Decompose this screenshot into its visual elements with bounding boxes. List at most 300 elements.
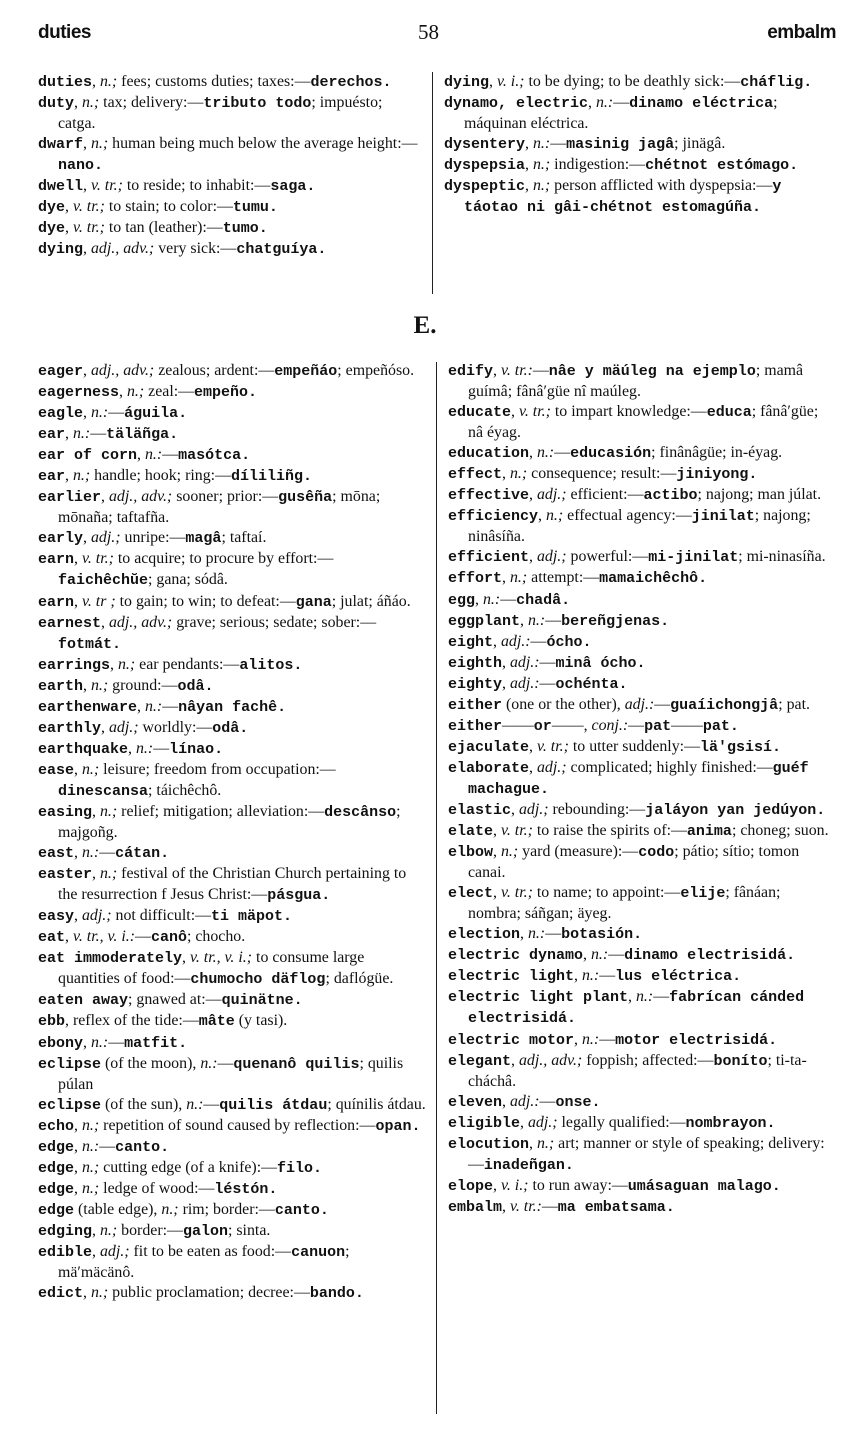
entry-term: dwarf: [38, 136, 84, 154]
entry-term: ebony: [38, 1034, 84, 1052]
dictionary-entry: [448, 632, 831, 653]
entry-term: alitos.: [239, 656, 303, 674]
dictionary-entry: [448, 1134, 831, 1176]
entry-text: —: [545, 925, 562, 943]
entry-text: ,: [101, 613, 109, 631]
entry-term: pat: [644, 717, 672, 735]
part-of-speech: v. tr.;: [500, 822, 533, 840]
right-guideword: embalm: [767, 22, 836, 43]
entry-text: —: [108, 404, 125, 422]
entry-term: ebb: [38, 1013, 66, 1031]
dictionary-entry: [38, 592, 426, 613]
entry-text: ,: [74, 550, 82, 568]
part-of-speech: v. i.;: [500, 1176, 529, 1194]
entry-text: ; quínilis átdau.: [327, 1095, 426, 1113]
entry-text: —: [108, 1033, 125, 1051]
entry-term: nombrayon.: [685, 1114, 776, 1132]
entry-text: ; finânâgüe; in-éyag.: [651, 444, 783, 462]
entry-term: canto.: [115, 1138, 170, 1156]
dictionary-entry: [38, 760, 426, 802]
entry-text: —: [530, 632, 547, 650]
entry-term: dynamo, electric: [444, 95, 589, 113]
part-of-speech: n.:: [144, 697, 163, 715]
entry-text: to gain; to win; to defeat:—: [115, 592, 296, 610]
entry-text: ——: [671, 716, 703, 734]
entry-text: ,: [137, 446, 145, 464]
entry-text: ,: [529, 1134, 537, 1152]
entry-term: saga.: [270, 178, 316, 196]
entry-term: electric dynamo: [448, 947, 584, 965]
dictionary-entry: [38, 990, 426, 1011]
part-of-speech: n.:: [590, 946, 609, 964]
entry-text: ,: [92, 1221, 100, 1239]
entry-term: ease: [38, 761, 75, 779]
dictionary-entry: [38, 487, 426, 528]
entry-term: pásgua.: [267, 887, 331, 905]
entry-text: —: [500, 590, 517, 608]
dictionary-entry: [38, 718, 426, 739]
entry-term: elastic: [448, 801, 512, 819]
entry-text: —: [217, 1054, 234, 1072]
entry-text: ,: [83, 1033, 91, 1051]
entry-text: zeal:—: [144, 383, 195, 401]
entry-text: powerful:—: [566, 548, 649, 566]
entry-text: to name; to appoint:—: [532, 884, 681, 902]
entry-term: edify: [448, 363, 494, 380]
dictionary-entry: [38, 197, 422, 218]
entry-term: nâyan fachê.: [178, 698, 287, 716]
entry-term: elope: [448, 1177, 494, 1195]
entry-term: election: [448, 926, 521, 944]
part-of-speech: n.:: [81, 844, 100, 862]
entry-text: ,: [520, 611, 528, 629]
dictionary-entry: [38, 445, 426, 466]
entry-term: ear of corn: [38, 447, 138, 465]
entry-term: ócho.: [546, 633, 592, 651]
entry-term: faichêchŭe: [58, 572, 149, 590]
part-of-speech: adj., adv.;: [90, 240, 155, 258]
entry-term: dinescansa: [58, 782, 149, 800]
entry-text: ,: [74, 907, 82, 925]
part-of-speech: n.:: [135, 739, 154, 757]
part-of-speech: n.;: [532, 177, 551, 195]
entry-text: ,: [74, 1179, 82, 1197]
entry-term: edging: [38, 1222, 93, 1240]
entry-text: —: [550, 135, 567, 153]
entry-text: —: [162, 446, 179, 464]
part-of-speech: n.:: [72, 425, 91, 443]
part-of-speech: adj., adv.;: [108, 613, 173, 631]
dictionary-entry: [38, 697, 426, 718]
entry-text: ,: [128, 739, 136, 757]
part-of-speech: n.;: [90, 1284, 109, 1302]
entry-term: bereñgjenas.: [561, 612, 670, 630]
bottom-column-rule: [436, 362, 437, 1414]
entry-text: ; jinägâ.: [674, 135, 726, 153]
entry-text: to stain; to color:—: [104, 198, 233, 216]
part-of-speech: n.:: [81, 1137, 100, 1155]
page-number: 58: [418, 20, 439, 44]
entry-term: echo: [38, 1117, 75, 1135]
part-of-speech: n.;: [500, 843, 519, 861]
entry-term: anima: [686, 823, 732, 841]
entry-text: leisure; freedom from occupation:—: [99, 760, 336, 778]
entry-text: worldly:—: [138, 718, 213, 736]
dictionary-entry: [38, 403, 426, 424]
dictionary-entry: [448, 737, 831, 758]
part-of-speech: v. tr., v. i.;: [189, 949, 253, 967]
entry-text: to tan (leather):—: [104, 219, 223, 237]
dictionary-entry: [38, 1054, 426, 1095]
page-header: [38, 14, 836, 44]
entry-text: grave; serious; sedate; sober:—: [172, 613, 377, 631]
entry-term: dyspeptic: [444, 178, 526, 196]
entry-term: egg: [448, 591, 476, 609]
entry-term: effective: [448, 487, 530, 505]
dictionary-entry: [448, 506, 831, 547]
entry-text: ,: [502, 465, 510, 483]
entry-text: to impart knowledge:—: [550, 403, 707, 421]
entry-text: ; chocho.: [186, 928, 246, 946]
dictionary-entry: [38, 549, 426, 591]
dictionary-entry: [448, 1051, 831, 1092]
entry-text: relief; mitigation; alleviation:—: [117, 802, 325, 820]
entry-text: to acquire; to procure by effort:—: [113, 550, 334, 568]
entry-term: eaten away: [38, 992, 129, 1010]
entry-term: elate: [448, 823, 494, 841]
dictionary-entry: [448, 611, 831, 632]
dictionary-entry: [448, 1092, 831, 1113]
entry-text: border:—: [117, 1221, 183, 1239]
entry-term: or: [533, 717, 552, 735]
entry-term: canô: [150, 929, 187, 947]
part-of-speech: n.;: [81, 1179, 100, 1197]
entry-text: ; mi-ninasíña.: [738, 548, 826, 566]
entry-text: ; fânáan; nombra; sáñgan; äyeg.: [468, 884, 781, 923]
entry-term: eighty: [448, 675, 503, 693]
entry-term: either: [448, 696, 503, 714]
entry-text: ,: [538, 507, 546, 525]
part-of-speech: n.:: [144, 446, 163, 464]
top-column-rule: [432, 72, 433, 294]
entry-term: eight: [448, 633, 494, 651]
dictionary-entry: [38, 1242, 426, 1283]
dictionary-entry: [38, 1095, 426, 1116]
entry-text: —: [153, 739, 170, 757]
entry-text: indigestion:—: [550, 156, 646, 174]
entry-text: ,: [92, 802, 100, 820]
entry-text: ,: [74, 1116, 82, 1134]
dictionary-entry: [38, 676, 426, 697]
part-of-speech: adj.:: [509, 674, 540, 692]
entry-term: jaláyon yan jedúyon.: [645, 801, 826, 819]
entry-text: ,: [493, 632, 501, 650]
entry-text: —: [162, 697, 179, 715]
entry-text: to reside; to inhabit:—: [122, 177, 271, 195]
part-of-speech: n.:: [527, 611, 546, 629]
part-of-speech: v. tr.;: [536, 737, 569, 755]
entry-term: ear: [38, 468, 66, 486]
entry-text: ,: [493, 843, 501, 861]
dictionary-entry: [448, 821, 831, 842]
entry-text: —: [628, 716, 645, 734]
dictionary-entry: [448, 883, 831, 924]
entry-text: ,: [511, 1051, 519, 1069]
entry-term: guaíichongjâ: [670, 696, 779, 714]
dictionary-entry: [38, 613, 426, 655]
entry-text: ; najong; ninâsíña.: [468, 507, 811, 546]
entry-text: ,: [529, 444, 537, 462]
entry-term: léstón.: [214, 1180, 278, 1198]
entry-text: ,: [502, 1197, 510, 1215]
dictionary-entry: [444, 176, 831, 218]
entry-term: umásaguan malago.: [627, 1177, 781, 1195]
entry-text: ; empeñóso.: [337, 362, 415, 379]
entry-text: ; pátio; sítio; tomon canai.: [468, 843, 800, 882]
entry-text: ,: [489, 73, 497, 90]
part-of-speech: n.;: [99, 865, 118, 883]
entry-text: —: [599, 967, 616, 985]
entry-text: efficient:—: [566, 486, 644, 504]
entry-term: effort: [448, 570, 503, 588]
entry-text: ; daflógüe.: [325, 970, 394, 988]
part-of-speech: n.;: [545, 507, 564, 525]
entry-term: actibo: [643, 487, 698, 505]
entry-term: nâe y mäúleg na ejemplo: [548, 363, 756, 380]
entry-term: chatguíya.: [236, 241, 327, 259]
entry-text: ,: [74, 94, 82, 112]
entry-term: edict: [38, 1285, 84, 1303]
entry-term: empeño.: [194, 384, 258, 402]
entry-text: ,: [529, 548, 537, 566]
entry-text: ,: [74, 760, 82, 778]
entry-term: díliliñg.: [230, 468, 312, 486]
part-of-speech: adj.:: [624, 695, 655, 713]
entry-term: guéf machague.: [468, 759, 809, 798]
entry-term: electric light plant: [448, 989, 629, 1007]
entry-term: dying: [38, 241, 84, 259]
entry-term: earthquake: [38, 740, 129, 758]
dictionary-entry: [38, 843, 426, 864]
entry-term: pat.: [702, 717, 739, 735]
entry-text: person afflicted with dyspepsia:—: [550, 177, 773, 195]
entry-term: education: [448, 445, 530, 463]
entry-text: ,: [74, 1137, 82, 1155]
entry-term: tumo.: [222, 220, 268, 238]
entry-text: ,: [520, 925, 528, 943]
entry-term: dyspepsia: [444, 157, 526, 175]
entry-text: —: [203, 1095, 220, 1113]
entry-text: ,: [65, 219, 73, 237]
entry-term: eighth: [448, 654, 503, 672]
entry-term: eleven: [448, 1093, 503, 1111]
part-of-speech: n.;: [72, 467, 91, 485]
entry-text: ear pendants:—: [135, 655, 240, 673]
entry-term: educasión: [570, 445, 652, 463]
bottom-right-column: [448, 361, 831, 1218]
entry-text: ,: [493, 362, 501, 379]
entry-text: —: [539, 653, 556, 671]
entry-term: mi-jinilat: [648, 549, 739, 567]
entry-text: ; gana; sódâ.: [148, 571, 228, 589]
part-of-speech: n.:: [186, 1095, 204, 1113]
entry-term: codo: [638, 844, 675, 862]
entry-text: attempt:—: [527, 569, 600, 587]
dictionary-entry: [444, 134, 831, 155]
entry-term: chumocho däflog: [190, 971, 326, 989]
entry-term: ochénta.: [555, 675, 628, 693]
left-guideword: duties: [38, 22, 91, 43]
dictionary-entry: [444, 155, 831, 176]
entry-term: tumu.: [232, 199, 278, 217]
dictionary-entry: [38, 1283, 426, 1304]
part-of-speech: adj.:: [500, 632, 531, 650]
part-of-speech: v. tr.;: [72, 219, 105, 237]
entry-text: ,: [588, 94, 596, 112]
entry-text: tax; delivery:—: [99, 94, 204, 112]
entry-term: jiniyong.: [676, 466, 758, 484]
entry-term: ejaculate: [448, 738, 530, 756]
entry-text: ; fânâ′güe; nâ éyag.: [468, 403, 819, 442]
entry-term: easy: [38, 908, 75, 926]
entry-text: ledge of wood:—: [99, 1179, 215, 1197]
entry-text: cutting edge (of a knife):—: [99, 1158, 278, 1176]
part-of-speech: v. tr.;: [518, 403, 551, 421]
entry-text: —: [554, 444, 571, 462]
part-of-speech: n.:: [635, 988, 654, 1006]
entry-text: ; táichêchô.: [148, 781, 222, 799]
top-right-column: [444, 72, 831, 218]
dictionary-entry: [38, 739, 426, 760]
entry-text: (one or the other),: [502, 695, 625, 713]
entry-text: —: [99, 844, 116, 862]
entry-term: eat: [38, 929, 66, 947]
entry-term: easing: [38, 803, 93, 821]
part-of-speech: v. tr.;: [500, 884, 533, 902]
entry-term: bando.: [309, 1285, 364, 1303]
dictionary-entry: [448, 590, 831, 611]
entry-text: —: [541, 1197, 558, 1215]
entry-text: consequence; result:—: [527, 465, 677, 483]
entry-term: earn: [38, 593, 75, 611]
entry-text: —: [613, 94, 630, 112]
entry-term: motor electrisidá.: [615, 1031, 778, 1049]
entry-text: ,: [529, 486, 537, 504]
entry-text: ,: [529, 737, 537, 755]
entry-term: empeñáo: [274, 363, 338, 380]
dictionary-entry: [448, 716, 831, 737]
dictionary-entry: [448, 1197, 831, 1218]
entry-term: eat immoderately: [38, 950, 183, 968]
entry-text: ground:—: [108, 676, 178, 694]
entry-text: ,: [493, 1176, 501, 1194]
part-of-speech: n.:: [200, 1054, 218, 1072]
dictionary-entry: [448, 361, 831, 402]
part-of-speech: n.;: [126, 383, 145, 401]
entry-text: (of the sun),: [101, 1095, 187, 1113]
entry-text: —: [545, 611, 562, 629]
dictionary-entry: [448, 800, 831, 821]
entry-text: ,: [101, 718, 109, 736]
entry-term: dinamo electrisidá.: [624, 947, 796, 965]
entry-term: eagle: [38, 405, 84, 423]
entry-term: ear: [38, 426, 66, 444]
part-of-speech: adj., adv.;: [108, 488, 173, 506]
entry-text: ,: [502, 1092, 510, 1110]
entry-term: tributo todo: [203, 95, 312, 113]
entry-text: —: [653, 988, 670, 1006]
entry-term: magâ: [185, 530, 222, 548]
entry-term: quilis átdau: [219, 1096, 328, 1114]
dictionary-entry: [448, 443, 831, 464]
dictionary-entry: [38, 72, 422, 93]
entry-text: ; gnawed at:—: [128, 991, 222, 1009]
entry-term: earrings: [38, 656, 111, 674]
entry-term: canuon: [291, 1243, 346, 1261]
part-of-speech: n.:: [90, 404, 109, 422]
entry-term: earlier: [38, 489, 102, 507]
part-of-speech: adj.;: [536, 486, 567, 504]
entry-text: ; choneg; suon.: [731, 822, 829, 840]
part-of-speech: conj.:: [591, 716, 629, 734]
entry-term: electric light: [448, 968, 575, 986]
entry-term: effect: [448, 466, 503, 484]
entry-term: dye: [38, 199, 66, 217]
entry-text: fit to be eaten as food:—: [129, 1242, 292, 1260]
entry-term: elije: [680, 885, 726, 903]
part-of-speech: v. tr.;: [90, 177, 123, 195]
dictionary-entry: [38, 1011, 426, 1032]
entry-term: edible: [38, 1243, 93, 1261]
entry-text: ,: [83, 404, 91, 422]
entry-text: ,: [110, 655, 118, 673]
dictionary-entry: [38, 655, 426, 676]
entry-term: täläñga.: [106, 426, 179, 444]
entry-text: ,: [502, 674, 510, 692]
entry-text: foppish; affected:—: [582, 1051, 714, 1069]
part-of-speech: v. tr., v. i.:: [72, 928, 136, 946]
entry-term: nano.: [58, 157, 104, 175]
part-of-speech: v. tr ;: [81, 592, 116, 610]
dictionary-entry: [448, 1113, 831, 1134]
entry-text: ,: [92, 1242, 100, 1260]
entry-term: electric motor: [448, 1031, 575, 1049]
entry-term: edge: [38, 1180, 75, 1198]
entry-text: ,: [493, 884, 501, 902]
entry-text: ; pat.: [778, 695, 810, 713]
entry-term: odâ.: [212, 719, 249, 737]
part-of-speech: adj.:: [509, 653, 540, 671]
dictionary-entry: [448, 966, 831, 987]
part-of-speech: adj., adv.;: [518, 1051, 583, 1069]
entry-term: gana: [295, 593, 332, 611]
entry-term: embalm: [448, 1198, 503, 1216]
entry-term: jinilat: [691, 508, 755, 526]
bottom-left-column: [38, 361, 426, 1304]
entry-term: early: [38, 530, 84, 548]
entry-term: matfit.: [124, 1034, 188, 1052]
part-of-speech: n.;: [81, 1158, 100, 1176]
dictionary-entry: [448, 758, 831, 800]
entry-text: ,: [119, 383, 127, 401]
dictionary-entry: [448, 695, 831, 716]
entry-text: ; mä′mäcänô.: [58, 1242, 350, 1282]
dictionary-entry: [448, 1176, 831, 1197]
entry-term: quenanô quilis: [233, 1055, 360, 1073]
part-of-speech: n.;: [117, 655, 136, 673]
part-of-speech: v. tr.;: [81, 550, 114, 568]
entry-term: elbow: [448, 844, 494, 862]
